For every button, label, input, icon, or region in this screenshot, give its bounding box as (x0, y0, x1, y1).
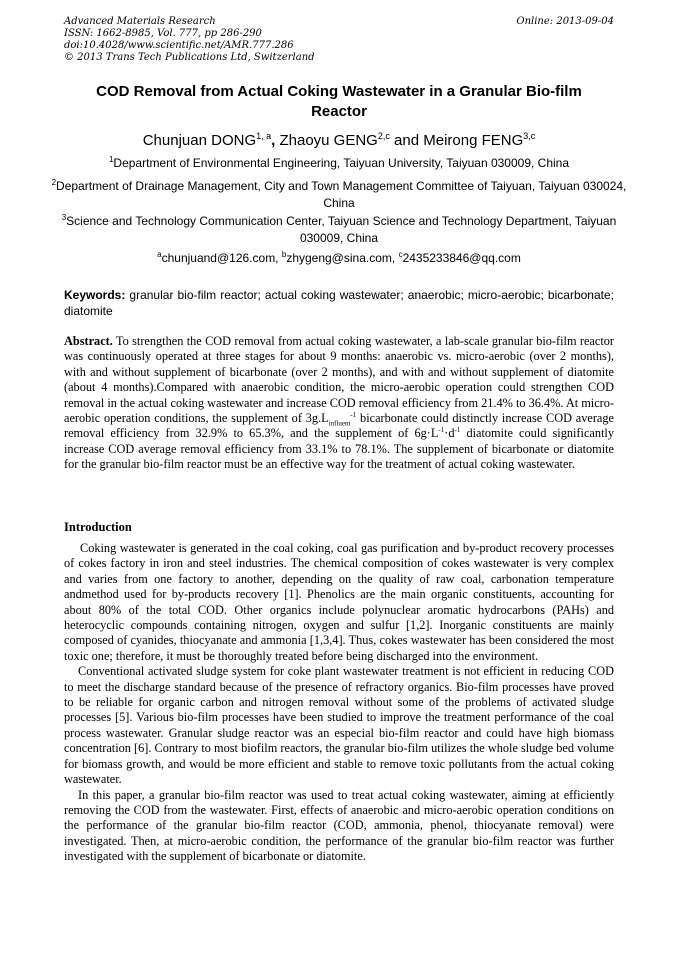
email-link[interactable]: chunjuand@126.com, (161, 251, 282, 265)
paragraph: Conventional activated sludge system for coke plant wastewater treatment is not efficient in reducing COD to meet the discharge standard because of the presence of refractory organics. Bio-film processes have proved to be reliable for organic carbon and nitrogen removal without some of the problems of activated sludge processes [5]. Various bio-film processes have been studied to improve the treatment performance of the coal process wastewater. Granular sludge reactor was an especial bio-film reactor and could have high biomass concentration [6]. Contrary to most biofilm reactors, the granular bio-film utilizes the whole sludge bed volume for biomass growth, and would be more efficient and stable to remove toxic pollutants from the actual coking wastewater. (64, 664, 614, 787)
affiliation-sup: 3 (61, 213, 67, 222)
affiliation-sup: 1 (108, 155, 114, 164)
abstract-text: ·d (444, 426, 455, 441)
email-link[interactable]: zhygeng@sina.com, (286, 251, 399, 265)
abstract-block (64, 334, 614, 473)
paper-title: COD Removal from Actual Coking Wastewater in a Granular Bio-film Reactor (96, 83, 582, 120)
email-line (40, 250, 638, 267)
author-name: Meirong FENG (423, 132, 524, 149)
author-name: Zhaoyu GENG (279, 132, 378, 149)
author-sup: 1, a (256, 131, 272, 141)
affiliation-text: Science and Technology Communication Center, Taiyuan Science and Technology Department, Taiyuan 030009, China (66, 214, 617, 245)
affiliation-text: Department of Environmental Engineering, Taiyuan University, Taiyuan 030009, China (113, 156, 570, 170)
keywords-block (64, 287, 614, 319)
abstract-text: bicarbonate could distinctly increase COD average removal efficiency from 32.9% to 65.3%, and the supplement of 6g·L (64, 411, 615, 441)
email-link[interactable]: 2435233846@qq.com (402, 251, 521, 265)
email-sup: c (398, 250, 403, 259)
journal-header (64, 16, 315, 64)
introduction-body (64, 541, 614, 865)
keywords-text: granular bio-film reactor; actual coking wastewater; anaerobic; micro-aerobic; bicarbonate; diatomite (64, 288, 614, 318)
author-sep: , (271, 132, 280, 149)
author-sup: 2,c (377, 131, 390, 141)
author-list (40, 131, 638, 151)
affiliation-3 (50, 213, 628, 247)
email-sup: b (281, 250, 287, 259)
abstract-text: To strengthen the COD removal from actual coking wastewater, a lab-scale granular bio-film reactor was continuously operated at three stages for about 9 months: anaerobic vs. micro-aerobic (over 2 months), with and without supplement of bicarbonate (over 2 months), and with and without supplement of diatomite (about 4 months).Compared with anaerobic condition, the micro-aerobic operation could strengthen COD removal in the actual coking wastewater and increase COD removal efficiency from 21.4% to 36.4%. At micro-aerobic operation conditions, the supplement of 3g.L (64, 334, 614, 426)
abstract-text: diatomite could significantly increase COD average removal efficiency from 33.1% to 78.1%. The supplement of bicarbonate or diatomite for the granular bio-film reactor must be an effective way for the treatment of actual coking wastewater. (64, 426, 614, 472)
email-sup: a (157, 250, 162, 259)
affiliation-1 (50, 155, 628, 172)
affiliation-text: Department of Drainage Management, City and Town Management Committee of Taiyuan, Taiyuan 030024, China (56, 179, 627, 210)
abstract-sup: -1 (350, 410, 357, 419)
abstract-sup: -1 (438, 426, 445, 435)
author-sup: 3,c (523, 131, 536, 141)
copyright-line: © 2013 Trans Tech Publications Ltd, Switzerland (64, 52, 315, 63)
issn-line: ISSN: 1662-8985, Vol. 777, pp 286-290 (64, 28, 262, 39)
section-heading-introduction: Introduction (64, 520, 132, 534)
abstract-sub: influent (328, 419, 351, 428)
paragraph: Coking wastewater is generated in the coal coking, coal gas purification and by-product recovery processes of cokes factory in iron and steel industries. The chemical composition of cokes wastewater is very complex and varies from one factory to another, depending on the quality of raw coal, carbonation temperature andmethod used for by-products recovery [1]. Phenolics are the main organic constituents, accounting for about 80% of the total COD. Other organics include polynuclear aromatic hydrocarbons (PAHs) and heterocyclic compounds containing nitrogen, oxygen and sulfur [1,2]. Inorganic constituents are mainly composed of cyanides, thiocyanate and ammonia [1,3,4]. Thus, cokes wastewater has been considered the most toxic one; therefore, it must be thoroughly treated before being discharged into the environment. (64, 541, 614, 663)
abstract-label: Abstract. (64, 334, 113, 348)
journal-name: Advanced Materials Research (64, 16, 216, 27)
affiliation-sup: 2 (51, 178, 57, 187)
keywords-label: Keywords: (64, 288, 126, 302)
author-name: Chunjuan DONG (142, 132, 257, 149)
author-sep: and (389, 132, 424, 149)
affiliation-2 (50, 178, 628, 212)
abstract-sup: -1 (454, 426, 461, 435)
doi-line: doi:10.4028/www.scientific.net/AMR.777.286 (64, 40, 294, 51)
online-date: Online: 2013-09-04 (516, 16, 614, 27)
paragraph: In this paper, a granular bio-film reactor was used to treat actual coking wastewater, aiming at efficiently removing the COD from the wastewater. First, effects of anaerobic and micro-aerobic operation conditions on the performance of the granular bio-film reactor (COD, ammonia, phenol, thiocyanate removal) were investigated. Then, at micro-aerobic condition, the performance of the granular bio-film reactor was further investigated with the supplement of bicarbonate or diatomite. (64, 787, 614, 864)
